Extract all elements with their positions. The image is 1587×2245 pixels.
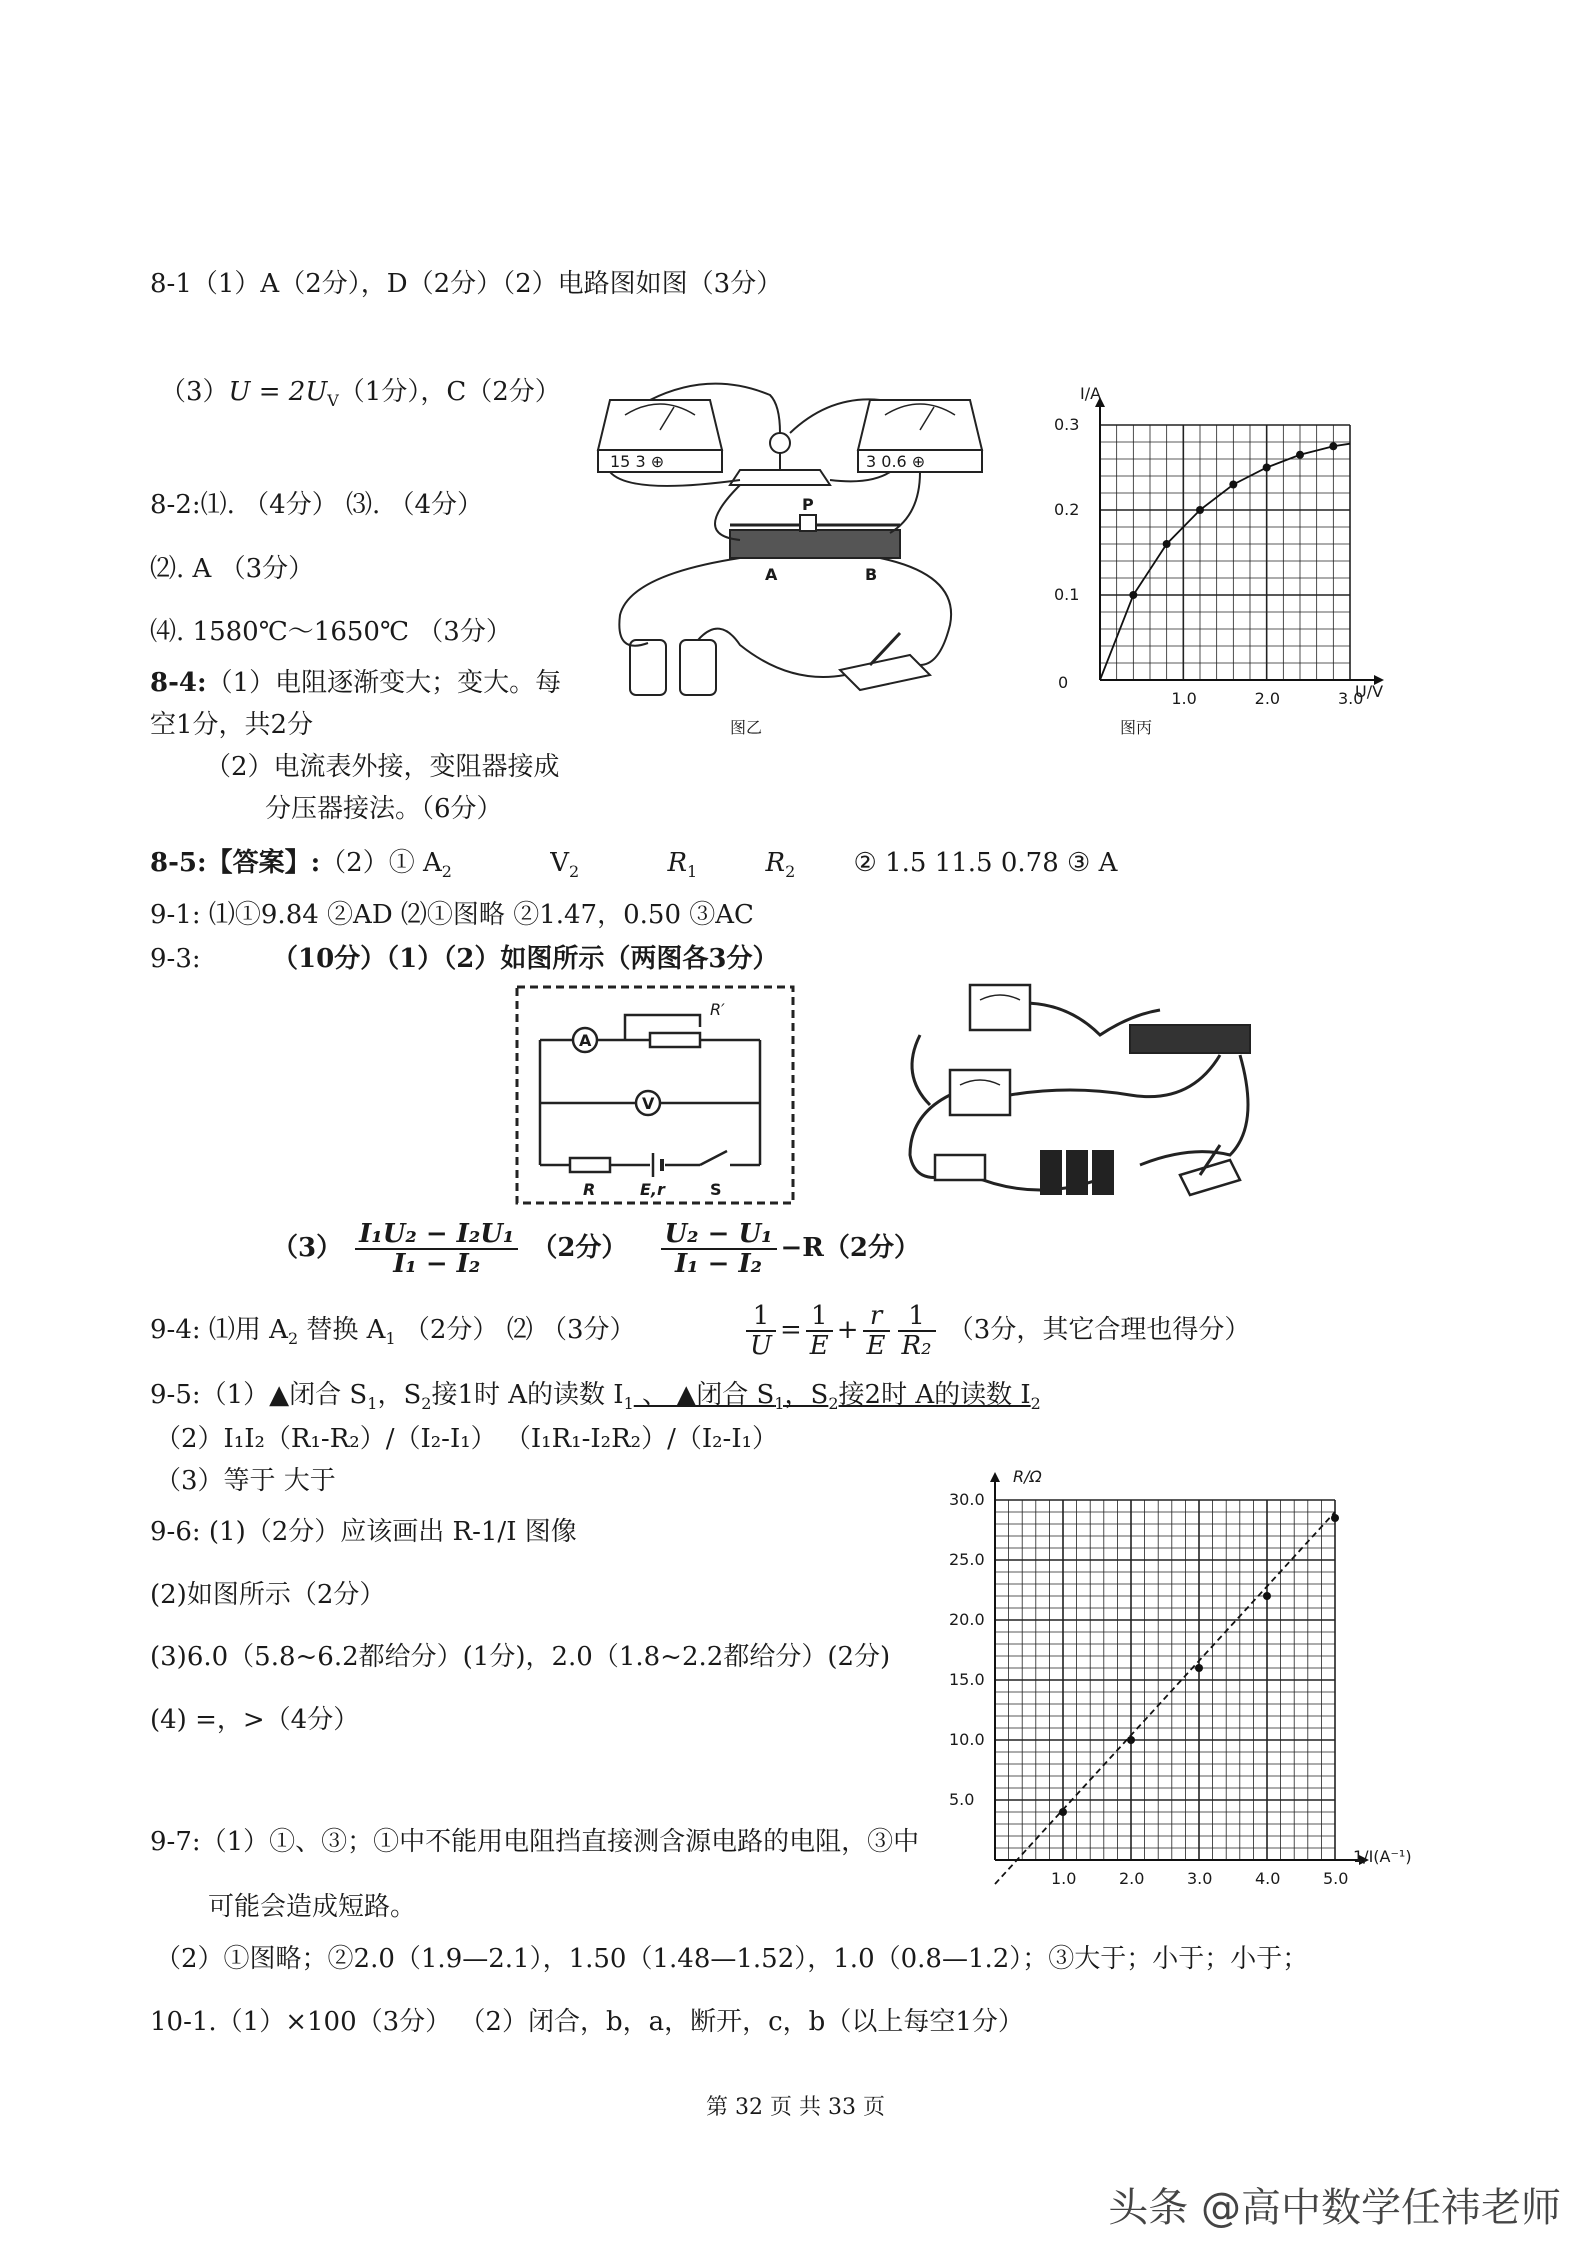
data-point <box>1163 540 1171 548</box>
line-9-6d: (4) =，>（4分） <box>150 1705 360 1735</box>
data-point <box>1329 442 1337 450</box>
meter-left <box>598 400 722 472</box>
chart-r-inv-i <box>949 1467 1435 1930</box>
line-9-5b: （2）I₁I₂（R₁-R₂）/（I₂-I₁） （I₁R₁-I₂R₂）/（I₂-I₁） <box>155 1424 779 1454</box>
svg-text:A: A <box>765 565 778 584</box>
line-9-6a: 9-6: (1)（2分）应该画出 R-1/I 图像 <box>150 1517 577 1547</box>
line-8-2a: 8-2:⑴. （4分） ⑶. （4分） <box>150 490 484 520</box>
chart-r-xlabel: 1/I(A⁻¹) <box>1353 1847 1412 1866</box>
x-tick-label: 2.0 <box>1254 689 1281 708</box>
chart-r-axes <box>990 1472 1369 1865</box>
y-tick-label: 30.0 <box>949 1490 985 1509</box>
data-point <box>1127 1736 1135 1744</box>
chart-r-series <box>995 1512 1339 1884</box>
meter-top <box>970 985 1030 1030</box>
line-8-2b: ⑵. A （3分） <box>150 554 315 584</box>
line-8-4c: 空1分，共2分 <box>150 710 314 740</box>
page-footer: 第 32 页 共 33 页 <box>706 2095 885 2120</box>
wiring-diagram-8-1 <box>590 375 990 745</box>
line-9-3b: （10分）（1）（2）如图所示（两图各3分） <box>272 944 779 974</box>
svg-text:R′: R′ <box>710 1000 725 1019</box>
line-10-1: 10-1.（1）×100（3分） （2）闭合，b，a，断开，c，b（以上每空1分） <box>150 2007 1024 2037</box>
data-point <box>1059 1808 1067 1816</box>
line-9-6b: (2)如图所示（2分） <box>150 1580 386 1610</box>
chart-iu-origin: 0 <box>1058 673 1069 692</box>
svg-text:P: P <box>802 495 814 514</box>
chart-iu-xlabel: U/V <box>1355 682 1384 701</box>
data-point <box>1195 1664 1203 1672</box>
line-8-4e: 分压器接法。（6分） <box>265 794 503 824</box>
svg-text:S: S <box>710 1180 722 1199</box>
data-point <box>1331 1514 1339 1522</box>
svg-text:R: R <box>583 1180 596 1199</box>
line-9-5c: （3）等于 大于 <box>155 1466 336 1496</box>
y-tick-label: 0.3 <box>1054 415 1080 434</box>
svg-text:A: A <box>579 1031 592 1050</box>
wiring-diagram-9-3 <box>890 975 1270 1215</box>
switch-sketch <box>1180 1160 1240 1195</box>
chart-iu-ylabel: I/A <box>1080 384 1102 403</box>
line-9-7c: （2）①图略；②2.0（1.9—2.1），1.50（1.48—1.52），1.0（0.8—1.2）；③大于；小于；小于； <box>155 1944 1309 1974</box>
line-8-4d: （2）电流表外接，变阻器接成 <box>205 752 560 782</box>
knife-switch <box>840 633 930 690</box>
meter-right <box>858 400 982 472</box>
series-fit-line <box>995 1512 1335 1884</box>
rheostat <box>730 495 900 584</box>
y-tick-label: 5.0 <box>949 1790 975 1809</box>
series-curve <box>1100 444 1350 680</box>
chart-iu-grid <box>1100 425 1350 680</box>
y-tick-label: 0.1 <box>1054 585 1080 604</box>
y-axis-arrow <box>990 1472 1000 1482</box>
data-point <box>1229 481 1237 489</box>
battery-pack <box>1040 1150 1114 1195</box>
meter-mid <box>950 1070 1010 1115</box>
x-tick-label: 5.0 <box>1323 1869 1349 1888</box>
x-tick-label: 1.0 <box>1171 689 1197 708</box>
rheostat-sketch <box>1130 1025 1250 1053</box>
x-tick-label: 3.0 <box>1187 1869 1213 1888</box>
svg-text:15 3 ⊕: 15 3 ⊕ <box>610 452 665 471</box>
line-9-6c: (3)6.0（5.8~6.2都给分）(1分)，2.0（1.8~2.2都给分）(2分) <box>150 1642 891 1672</box>
resistor-symbol <box>570 1158 610 1172</box>
line-9-1: 9-1: ⑴①9.84 ②AD ⑵①图略 ②1.47，0.50 ③AC <box>150 900 754 930</box>
circuit-schematic-9-3 <box>515 985 795 1205</box>
data-point <box>1263 464 1271 472</box>
x-tick-label: 1.0 <box>1051 1869 1077 1888</box>
line-9-7b: 可能会造成短路。 <box>208 1892 417 1922</box>
switch-symbol <box>700 1151 727 1165</box>
x-tick-label: 4.0 <box>1255 1869 1281 1888</box>
line-8-4a: 8-4:（1）电阻逐渐变大；变大。每 <box>150 668 562 698</box>
rheostat-symbol <box>650 1033 700 1047</box>
chart-r-ylabel: R/Ω <box>1013 1467 1042 1486</box>
fig-caption-yi: 图乙 <box>730 718 763 737</box>
line-9-3: 9-3: <box>150 944 201 974</box>
batteries <box>630 640 716 695</box>
chart-r-grid <box>995 1500 1335 1860</box>
svg-text:B: B <box>865 565 878 584</box>
data-point <box>1196 506 1204 514</box>
data-point <box>1129 591 1137 599</box>
line-8-2c: ⑷. 1580℃～1650℃ （3分） <box>150 617 512 647</box>
line-8-1: 8-1（1）A（2分），D（2分）（2）电路图如图（3分） <box>150 269 783 299</box>
x-tick-label: 3.0 <box>1338 689 1364 708</box>
svg-text:E,r: E,r <box>640 1180 665 1199</box>
line-9-4: 9-4: ⑴用 $A_2$ 替换 $A_1$ （2分） ⑵ （3分） $\frac{1}{U}$ = $\frac{1}{E}$ + $\frac{r}{E}$ $\frac{1}{\text{R₂}}$ （3分，其它合理也得分） <box>150 1301 1251 1361</box>
line-8-1-3: $(3)U = 2U_V(1$分），C（2分） <box>160 377 561 411</box>
y-tick-label: 25.0 <box>949 1550 985 1569</box>
chart-iu-axes <box>1095 397 1384 685</box>
y-tick-label: 20.0 <box>949 1610 985 1629</box>
bulb-board <box>730 433 830 485</box>
y-tick-label: 0.2 <box>1054 500 1080 519</box>
x-tick-label: 2.0 <box>1119 1869 1145 1888</box>
line-8-5: 8-5:【答案】:（2）① $A_2$ $V_2$ $R_1$ $R_2$ ② 1.5 11.5 0.78 ③ A <box>150 848 1118 882</box>
line-9-3c: （3） $\frac{\text{I₁U₂ − I₂U₁}}{\text{I₁ − I₂}}$ （2分） $\frac{\text{U₂ − U₁}}{\text{I₁ − I₂}}$ −R（2分） <box>272 1219 920 1279</box>
chart-iu <box>1050 385 1390 745</box>
svg-text:V: V <box>642 1094 655 1113</box>
y-tick-label: 10.0 <box>949 1730 985 1749</box>
data-point <box>1263 1592 1271 1600</box>
chart-iu-caption: 图丙 <box>1120 718 1153 737</box>
line-9-5a: 9-5:（1）▲闭合 $S_1$，$S_2$接1时 A的读数 $I_1$ 、 ▲闭合 $S_1$，$S_2$接2时 A的读数 $I_2$ <box>150 1380 1041 1414</box>
svg-text:3 0.6 ⊕: 3 0.6 ⊕ <box>866 452 926 471</box>
y-tick-label: 15.0 <box>949 1670 985 1689</box>
watermark: 头条 @高中数学任祎老师 <box>1108 2185 1561 2231</box>
line-9-7a: 9-7:（1）①、③；①中不能用电阻挡直接测含源电路的电阻，③中 <box>150 1827 920 1857</box>
data-point <box>1296 451 1304 459</box>
